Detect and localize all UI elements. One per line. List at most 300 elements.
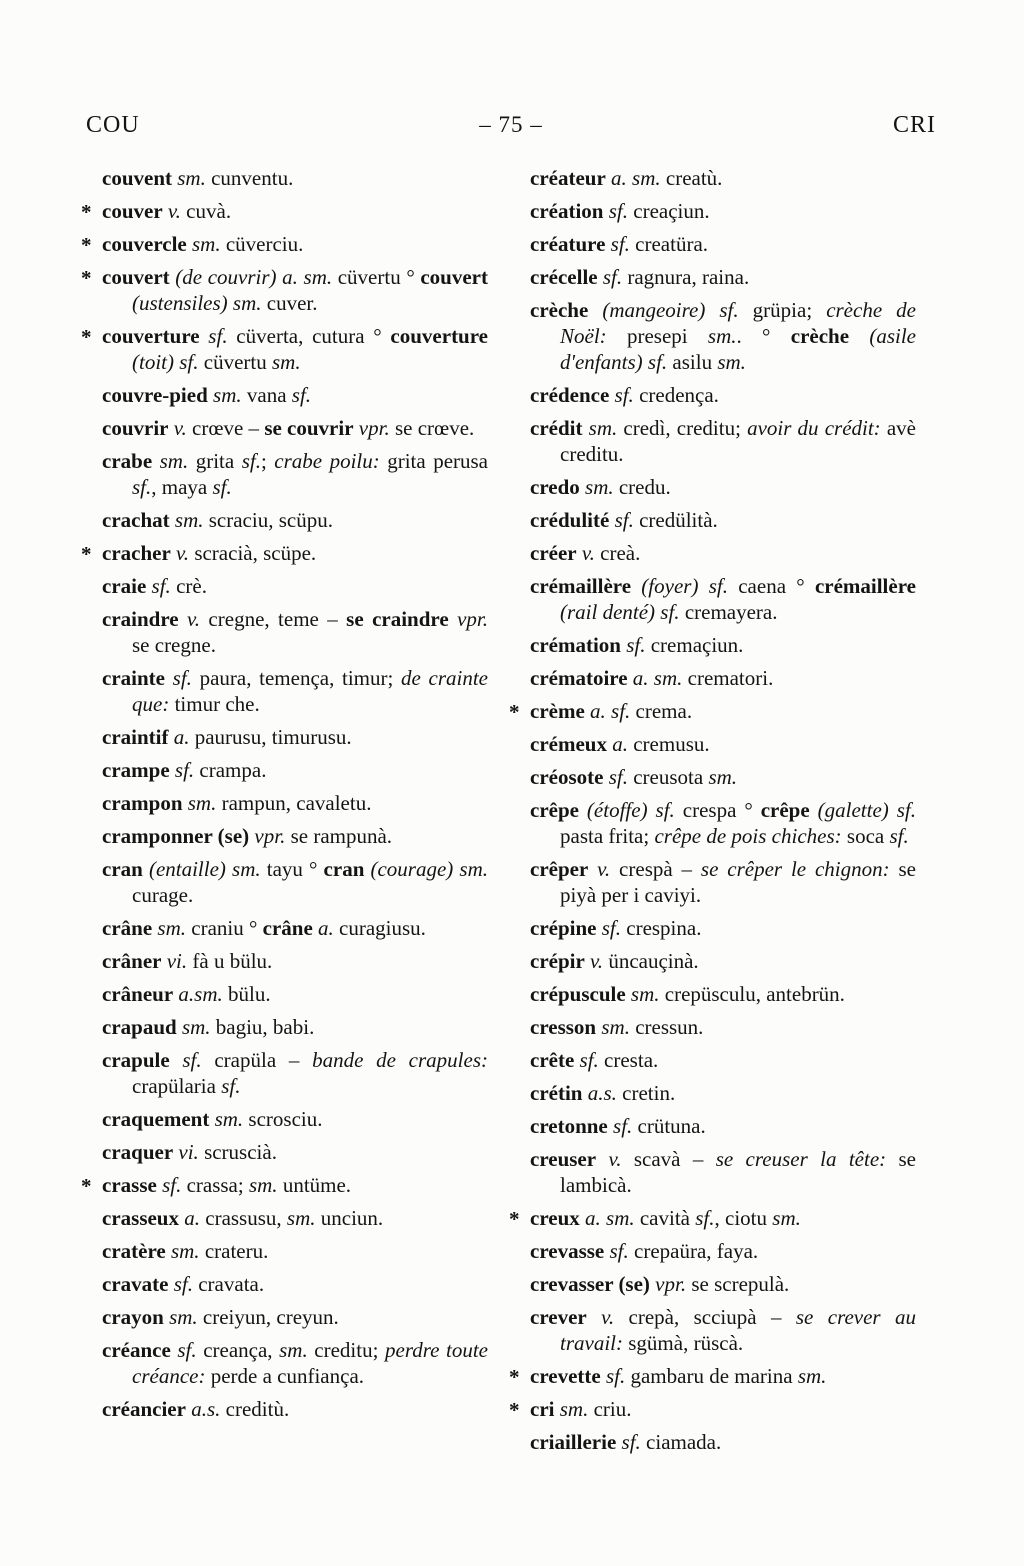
grammar-tag: (mangeoire) sf. [588,298,739,322]
grammar-tag: sf. [609,383,634,407]
grammar-tag: v. [170,541,190,565]
translation-text: craniu ° [186,916,263,940]
grammar-tag: a. [168,725,190,749]
grammar-tag: sf. [603,765,628,789]
asterisk-marker: * [81,233,92,257]
grammar-tag: sm. [248,1173,278,1197]
translation-text: se lambicà. [560,1147,916,1197]
grammar-tag: sf. [620,633,646,657]
grammar-tag: sf. [603,199,628,223]
grammar-tag: sf. [241,449,261,473]
grammar-tag: sm. [186,232,221,256]
grammar-tag: sm. [286,1206,316,1230]
headword: crampe [102,758,170,782]
translation-text: rampun, cavaletu. [216,791,372,815]
headword: couvent [102,166,172,190]
dictionary-entry [530,507,916,533]
grammar-tag: sm. [182,791,217,815]
grammar-tag: (entaille) sm. [142,857,261,881]
translation-text: credì, creditu; [617,416,748,440]
translation-text: curagiusu. [333,916,426,940]
grammar-tag: v. [168,416,187,440]
headword: créer [530,541,577,565]
translation-text: criu. [588,1397,632,1421]
headword: crabe [102,449,153,473]
headword: crever [530,1305,587,1329]
grammar-tag: (toit) sf. [132,350,199,374]
translation-text: grüpia; [738,298,827,322]
grammar-tag: bande de crapules: [312,1048,488,1072]
translation-text: creà. [594,541,641,565]
headword: criaillerie [530,1430,617,1454]
translation-text: perde a cunfiança. [205,1364,365,1388]
dictionary-entry [102,1238,488,1264]
translation-text: , maya [151,475,213,499]
translation-text: crespina. [621,916,702,940]
translation-text: crepà, scciupà – [614,1305,796,1329]
grammar-tag: sf. [695,1206,715,1230]
translation-text: ragnura, raina. [622,265,750,289]
translation-text: cretin. [616,1081,676,1105]
grammar-tag: sm. [176,1015,211,1039]
headword: crevette [530,1364,601,1388]
translation-text: ciamada. [640,1430,722,1454]
headword: couvert [420,265,488,289]
grammar-tag: a. [312,916,334,940]
grammar-tag: sm. [579,475,614,499]
translation-text: pasta frita; [560,824,655,848]
dictionary-entry [530,797,916,849]
translation-text: grita [188,449,242,473]
translation-text: crepaüra, faya. [628,1239,759,1263]
headword: cran [323,857,365,881]
translation-text: scavà – [621,1147,716,1171]
grammar-tag: sf. [168,1272,193,1296]
dictionary-entry [102,1396,488,1422]
translation-text: cüvertu ° [332,265,421,289]
grammar-tag: sm. [271,350,301,374]
guide-word-right: CRI [892,112,936,138]
translation-text: paurusu, timurusu. [189,725,352,749]
translation-text: scrosciu. [243,1107,323,1131]
grammar-tag: v. [584,949,604,973]
translation-text: creança, [196,1338,280,1362]
translation-text: cüverciu. [220,232,304,256]
grammar-tag: sf. [574,1048,599,1072]
grammar-tag: sf. [132,475,152,499]
headword: crâne [262,916,313,940]
dictionary-entry [530,731,916,757]
grammar-tag: de crainte que: [132,666,489,716]
translation-text: untüme. [277,1173,352,1197]
grammar-tag: sm. [717,350,746,374]
headword: cracher [102,541,171,565]
dictionary-entry [102,948,488,974]
translation-text: cressun. [629,1015,704,1039]
headword: cri [530,1397,555,1421]
grammar-tag: sf. [199,324,228,348]
translation-text: caena ° [727,574,815,598]
translation-text: credença. [633,383,719,407]
translation-text: crampa. [194,758,267,782]
translation-text: crematori. [682,666,774,690]
dictionary-entry [81,323,488,375]
dictionary-entry [102,1205,488,1231]
translation-text: soca [841,824,890,848]
translation-text: cravata. [192,1272,265,1296]
headword: crécelle [530,265,598,289]
translation-text: gambaru de marina [625,1364,798,1388]
grammar-tag: a.s. [582,1081,617,1105]
asterisk-marker: * [81,200,92,224]
dictionary-entry [530,415,916,467]
dictionary-entry [102,856,488,908]
headword: cresson [530,1015,597,1039]
headword: crédence [530,383,610,407]
grammar-tag: sm. [596,1015,630,1039]
headword: création [530,199,604,223]
headword: craquement [102,1107,210,1131]
translation-text: crema. [630,699,693,723]
dictionary-entry [530,297,916,375]
headword: crachat [102,508,170,532]
asterisk-marker: * [81,542,92,566]
grammar-tag: vpr. [448,607,488,631]
grammar-tag: sm. [163,1305,198,1329]
translation-text: paura, temença, timur; [191,666,402,690]
translation-text: curage. [132,883,194,907]
headword: créancier [102,1397,186,1421]
translation-text: crapülaria [132,1074,222,1098]
dictionary-entry [102,724,488,750]
translation-text: crateru. [199,1239,269,1263]
grammar-tag: sm. [207,383,242,407]
dictionary-entry [530,1429,916,1455]
grammar-tag: sm. [582,416,618,440]
dictionary-entry [81,231,488,257]
dictionary-entry [530,540,916,566]
dictionary-entry [102,448,488,500]
headword: couverture [390,324,488,348]
headword: crépir [530,949,585,973]
dictionary-entry [102,823,488,849]
grammar-tag: sf. [889,824,909,848]
grammar-tag: v. [178,607,201,631]
dictionary-entry [530,1080,916,1106]
headword: crapaud [102,1015,177,1039]
headword: crainte [102,666,165,690]
translation-text: timur che. [169,692,260,716]
translation-text: creatüra. [629,232,709,256]
translation-text: scraciu, scüpu. [203,508,333,532]
dictionary-entry [102,665,488,717]
grammar-tag: (étoffe) sf. [578,798,675,822]
dictionary-entry [102,165,488,191]
grammar-tag: sm. [797,1364,827,1388]
translation-text: scruscià. [198,1140,277,1164]
headword: credo [530,475,580,499]
headword: crédulité [530,508,610,532]
grammar-tag: v. [576,541,595,565]
grammar-tag: sm. [707,324,737,348]
dictionary-entry [530,665,916,691]
grammar-tag: a. sf. [584,699,631,723]
translation-text: crassa; [181,1173,249,1197]
translation-text: asilu [667,350,718,374]
translation-text: . ° [736,324,791,348]
dictionary-entry [102,573,488,599]
dictionary-entry [530,231,916,257]
translation-text: creusota [627,765,709,789]
translation-text: crœve – [186,416,265,440]
headword: cran [102,857,143,881]
translation-text: üncauçinà. [603,949,699,973]
grammar-tag: vpr. [249,824,286,848]
dictionary-entry [530,165,916,191]
headword: creux [530,1206,580,1230]
grammar-tag: crèche de Noël: [560,298,916,348]
dictionary-entry [102,507,488,533]
grammar-tag: (rail denté) sf. [560,600,680,624]
translation-text: ; [260,449,275,473]
headword: craindre [102,607,179,631]
headword: crayon [102,1305,164,1329]
dictionary-entry [102,915,488,941]
grammar-tag: a. [179,1206,200,1230]
headword: crémeux [530,732,607,756]
translation-text: creditu; [307,1338,385,1362]
running-head [86,112,976,139]
column-right [509,165,917,1462]
headword: créosote [530,765,604,789]
headword: crevasser (se) [530,1272,650,1296]
headword: se craindre [346,607,449,631]
headword: crématoire [530,666,628,690]
dictionary-entry [530,948,916,974]
grammar-tag: v. [596,1147,622,1171]
grammar-tag: sf. [605,232,630,256]
dictionary-entry [102,757,488,783]
headword: couvrir [102,416,169,440]
grammar-tag: a. sm. [579,1206,635,1230]
dictionary-entry [102,1106,488,1132]
page-number: – 75 – [479,112,543,137]
headword: couver [102,199,163,223]
headword: crémation [530,633,621,657]
grammar-tag: a.sm. [173,982,223,1006]
dictionary-entry [102,606,488,658]
dictionary-entry [509,1205,916,1231]
grammar-tag: sf. [604,1239,629,1263]
translation-text: avè creditu. [560,416,916,466]
grammar-tag: (ustensiles) sm. [132,291,262,315]
dictionary-entry [509,1363,916,1389]
headword: crétin [530,1081,583,1105]
grammar-tag: sm. [554,1397,589,1421]
dictionary-entry [530,264,916,290]
dictionary-entry [81,198,488,224]
asterisk-marker: * [509,700,520,724]
translation-text: unciun. [315,1206,384,1230]
dictionary-entry [102,981,488,1007]
translation-text: cavità [634,1206,696,1230]
grammar-tag: crêpe de pois chiches: [654,824,842,848]
dictionary-entry [102,1014,488,1040]
headword: créateur [530,166,606,190]
headword: crêpe [530,798,579,822]
headword: crêper [530,857,589,881]
headword: crédit [530,416,583,440]
grammar-tag: sm. [172,166,206,190]
column-left [81,165,489,1462]
translation-text: cüverta, cutura ° [227,324,391,348]
dictionary-entry [530,1238,916,1264]
dictionary-entry [102,382,488,408]
translation-text: sgümà, rüscà. [623,1331,744,1355]
grammar-tag: vpr. [353,416,390,440]
dictionary-entry [530,1014,916,1040]
dictionary-entry [530,382,916,408]
headword: couverture [102,324,200,348]
grammar-tag: sm. [152,916,186,940]
headword: crèche [790,324,850,348]
translation-text: cunventu. [205,166,294,190]
headword: cretonne [530,1114,608,1138]
grammar-tag: vi. [161,949,188,973]
headword: cravate [102,1272,169,1296]
headword: crépine [530,916,597,940]
translation-text: creaçiun. [628,199,710,223]
translation-text: creditù. [220,1397,290,1421]
dictionary-entry [530,1271,916,1297]
headword: couvre-pied [102,383,208,407]
text-columns [81,165,976,1462]
translation-text: crespa ° [674,798,761,822]
dictionary-entry [530,1146,916,1198]
translation-text: se screpulà. [686,1272,790,1296]
grammar-tag: sf. [169,1048,202,1072]
translation-text: cregne, teme – [200,607,347,631]
headword: crème [530,699,585,723]
headword: cratère [102,1239,166,1263]
dictionary-entry [81,540,488,566]
grammar-tag: se creuser la tête: [715,1147,887,1171]
asterisk-marker: * [81,266,92,290]
dictionary-entry [530,981,916,1007]
grammar-tag: avoir du crédit: [747,416,881,440]
grammar-tag: crabe poilu: [274,449,380,473]
grammar-tag: sf. [146,574,171,598]
dictionary-entry [102,1271,488,1297]
translation-text: creatù. [660,166,723,190]
dictionary-entry [530,1304,916,1356]
grammar-tag: vpr. [649,1272,687,1296]
translation-text: vana [241,383,292,407]
grammar-tag: sf. [616,1430,641,1454]
grammar-tag: a. sm. [627,666,683,690]
translation-text: cremusu. [627,732,710,756]
grammar-tag: sm. [152,449,189,473]
headword: crête [530,1048,575,1072]
translation-text: cüvertu [198,350,272,374]
dictionary-entry [509,698,916,724]
translation-text: creiyun, creyun. [197,1305,339,1329]
translation-text: cuvà. [180,199,232,223]
dictionary-entry [530,573,916,625]
translation-text: crütuna. [632,1114,706,1138]
grammar-tag: se crever au travail: [560,1305,916,1355]
translation-text: crè. [170,574,207,598]
grammar-tag: sf. [600,1364,626,1388]
translation-text: fà u bülu. [187,949,273,973]
headword: crampon [102,791,183,815]
translation-text: se piyà per i caviyi. [560,857,917,907]
grammar-tag: v. [162,199,181,223]
headword: crevasse [530,1239,605,1263]
grammar-tag: sf. [609,508,634,532]
dictionary-entry [530,1047,916,1073]
translation-text: bagiu, babi. [210,1015,315,1039]
grammar-tag: (de couvrir) a. sm. [169,265,333,289]
dictionary-entry [102,1304,488,1330]
grammar-tag: se crêper le chignon: [700,857,890,881]
asterisk-marker: * [509,1365,520,1389]
dictionary-entry [102,1139,488,1165]
grammar-tag: sf. [169,758,195,782]
headword: couvert [102,265,170,289]
dictionary-entry [102,415,488,441]
dictionary-entry [530,198,916,224]
grammar-tag: sm. [708,765,738,789]
asterisk-marker: * [81,325,92,349]
headword: créature [530,232,606,256]
translation-text: crespà – [610,857,701,881]
headword: couvercle [102,232,187,256]
grammar-tag: (courage) sm. [364,857,488,881]
grammar-tag: sm. [279,1338,308,1362]
translation-text: scracià, scüpe. [189,541,317,565]
grammar-tag: sf. [291,383,312,407]
translation-text: credülità. [633,508,718,532]
headword: crémaillère [814,574,916,598]
headword: crâner [102,949,162,973]
dictionary-entry [530,856,916,908]
asterisk-marker: * [81,1174,92,1198]
headword: crèche [530,298,589,322]
headword: creuser [530,1147,597,1171]
grammar-tag: v. [586,1305,615,1329]
headword: se couvrir [264,416,354,440]
headword: crêpe [760,798,810,822]
dictionary-entry [530,1113,916,1139]
dictionary-entry [530,632,916,658]
grammar-tag: sm. [209,1107,244,1131]
grammar-tag: sf. [156,1173,182,1197]
grammar-tag: sf. [212,475,232,499]
dictionary-entry [102,1047,488,1099]
headword: cramponner (se) [102,824,250,848]
grammar-tag: a.s. [185,1397,221,1421]
translation-text: grita perusa [379,449,489,473]
grammar-tag: vi. [173,1140,199,1164]
dictionary-entry [102,790,488,816]
translation-text: credu. [613,475,671,499]
translation-text: crassusu, [200,1206,287,1230]
headword: crâne [102,916,153,940]
asterisk-marker: * [509,1398,520,1422]
grammar-tag: sm. [625,982,660,1006]
grammar-tag: sf. [221,1074,241,1098]
